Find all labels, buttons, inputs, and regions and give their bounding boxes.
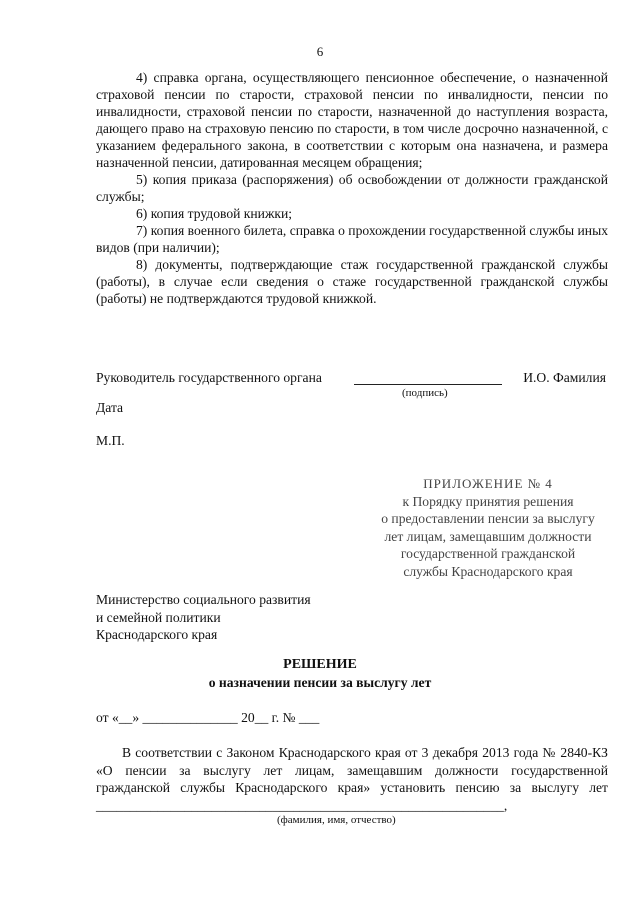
documents-list: [96, 69, 608, 307]
appendix-title: ПРИЛОЖЕНИЕ № 4: [423, 476, 553, 491]
decision-date-number: от «__» ______________ 20__ г. № ___: [96, 710, 320, 725]
decision-title: РЕШЕНИЕ: [283, 657, 357, 672]
appendix-block: [380, 475, 596, 580]
signature-row: [96, 370, 608, 388]
decision-paragraph: В соответствии с Законом Краснодарского края от 3 декабря 2013 года № 2840-КЗ «О пенсии за выслугу лет лицам, замещавшим должности государственной гражданской службы Краснодарского края» установить пенсию за выслугу лет ____________________________________________________________,: [96, 745, 608, 813]
list-item: 6) копия трудовой книжки;: [136, 206, 293, 221]
appendix-line: о предоставлении пенсии за выслугу: [381, 511, 595, 526]
signatory-name: И.О. Фамилия: [523, 370, 606, 385]
name-caption: (фамилия, имя, отчество): [277, 814, 396, 826]
list-item: 4) справка органа, осуществляющего пенсионное обеспечение, о назначенной страховой пенсии по старости, страховой пенсии по инвалидности, пенсии по инвалидности, страховой пенсии по старости, назначенной до наступления возраста, дающего право на страховую пенсию по старости, в том числе досрочно назначенной, с указанием федерального закона, в соответствии с которым она назначена, и размера назначенной пенсии, датированная месяцем обращения;: [96, 70, 608, 170]
list-item: 5) копия приказа (распоряжения) об освобождении от должности гражданской службы;: [96, 172, 608, 204]
ministry-block: [96, 591, 311, 644]
date-label: Дата: [96, 400, 124, 415]
appendix-line: к Порядку принятия решения: [402, 493, 574, 509]
ministry-line: Министерство социального развития: [96, 592, 311, 607]
decision-subtitle: о назначении пенсии за выслугу лет: [208, 675, 432, 690]
appendix-line: лет лицам, замещавшим должности: [384, 528, 592, 544]
signature-label: Руководитель государственного органа: [96, 370, 322, 385]
list-item: 7) копия военного билета, справка о прохождении государственной службы иных видов (при наличии);: [96, 223, 608, 255]
signature-caption: (подпись): [402, 387, 448, 399]
ministry-line: Краснодарского края: [96, 627, 218, 642]
page-number: 6: [316, 44, 324, 59]
decision-body: [96, 744, 608, 814]
signature-line: [354, 384, 502, 385]
seal-label: М.П.: [96, 433, 125, 448]
list-item: 8) документы, подтверждающие стаж государственной гражданской службы (работы), в случае если сведения о стаже государственной гражданской службы (работы) не подтверждаются трудовой книжкой.: [96, 257, 608, 306]
ministry-line: и семейной политики: [96, 609, 221, 625]
appendix-line: службы Краснодарского края: [403, 563, 573, 579]
appendix-line: государственной гражданской: [400, 546, 576, 561]
